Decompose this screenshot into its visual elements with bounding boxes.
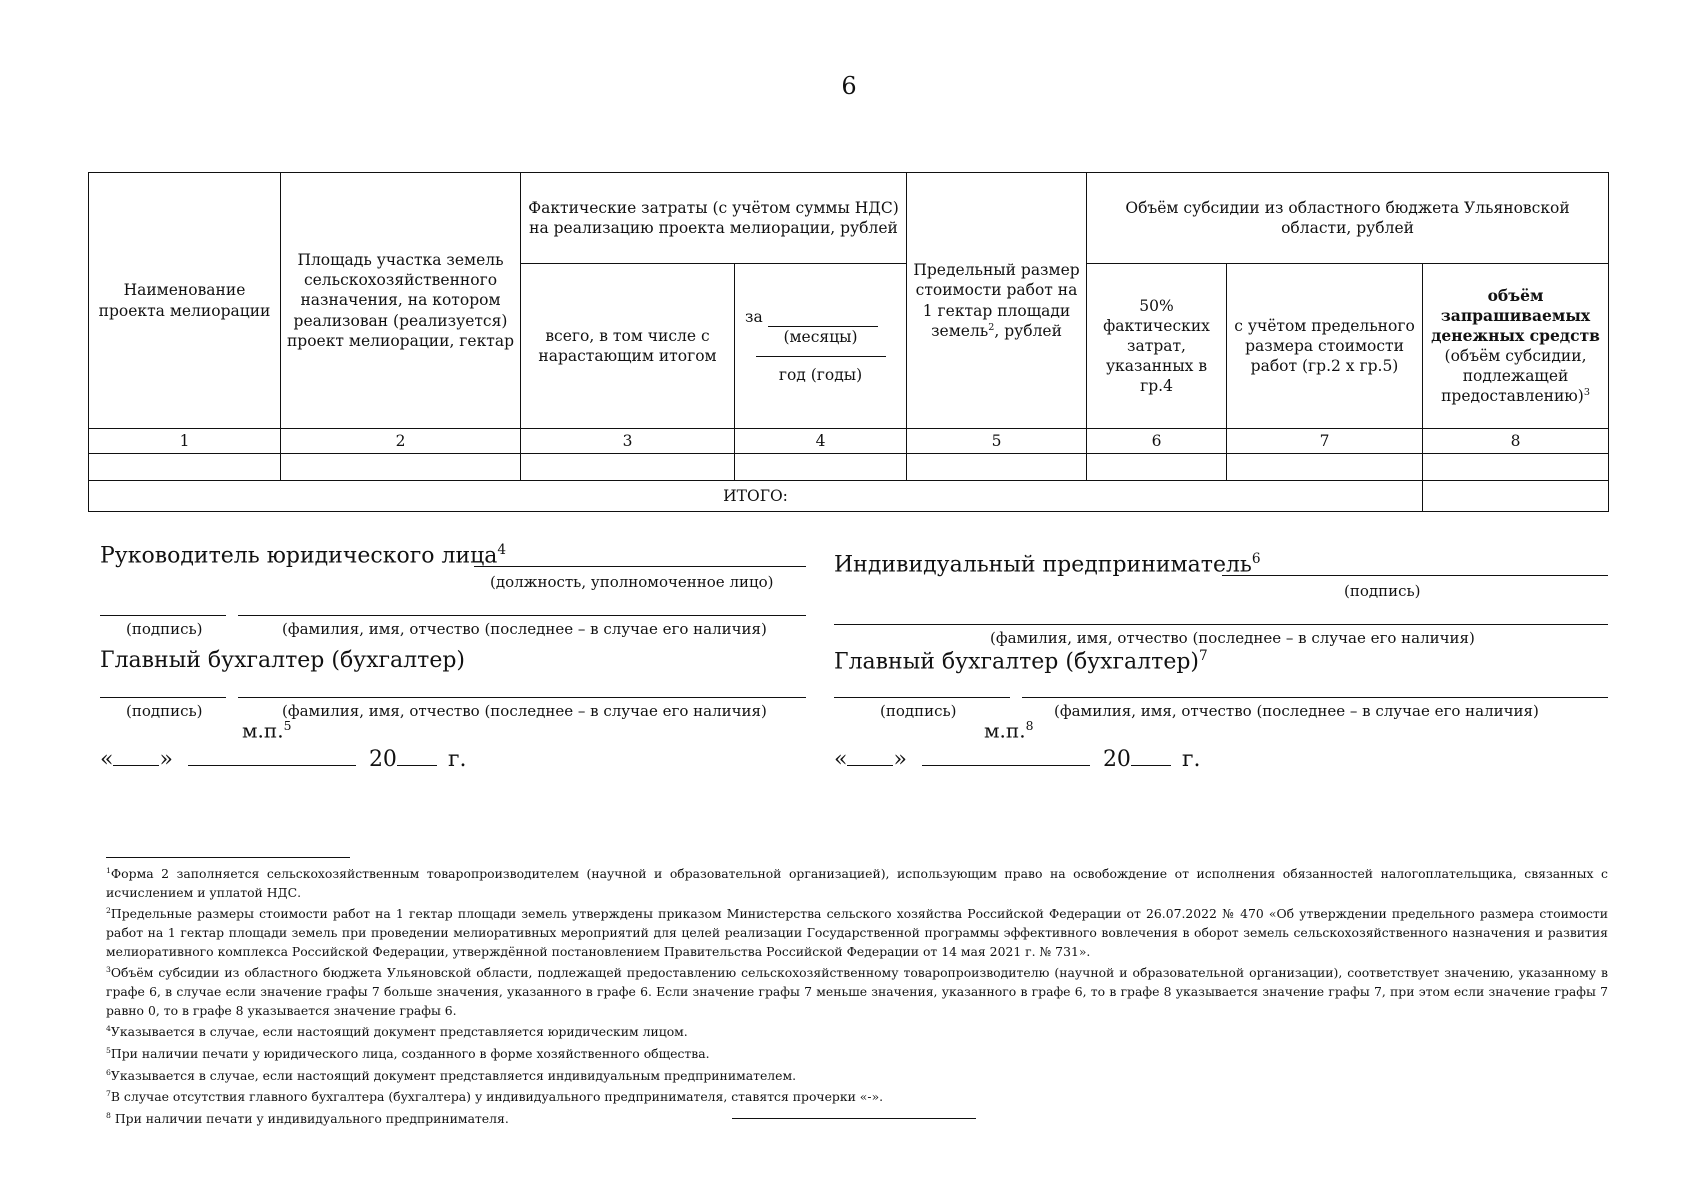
accountant-signature-line[interactable] (834, 697, 1010, 698)
fio-caption: (фамилия, имя, отчество (последнее – в случае его наличия) (1054, 702, 1539, 720)
cell-input[interactable] (89, 454, 281, 481)
position-caption: (должность, уполномоченное лицо) (490, 573, 774, 591)
header-subsidy-volume: Объём субсидии из областного бюджета Ульяновской области, рублей (1087, 173, 1609, 264)
ip-label: Индивидуальный предприниматель$^6$ (834, 551, 1261, 578)
accountant-fio-line[interactable] (238, 697, 806, 698)
column-number: 7 (1227, 429, 1423, 454)
cell-input[interactable] (281, 454, 521, 481)
footnote-item: $^3$Объём субсидии из областного бюджета Ульяновской области, подлежащей предоставлению сельскохозяйственному товаропроизводителю (научной и образовательной организации), соответствует значению, указанному в графе 6, в случае если значение графы 7 больше значения, указанного в графе 6. Если значение графы 7 меньше значения, указанного в графе 6, то в графе 8 указывается значение графы 7, при этом если значение графы 7 равно 0, то в графе 8 указывается значение графы 6. (106, 965, 1608, 1018)
column-number: 2 (281, 429, 521, 454)
signature-caption: (подпись) (126, 620, 203, 638)
cell-input[interactable] (1087, 454, 1227, 481)
stamp-mark: м.п.$^8$ (984, 718, 1034, 743)
header-actual-costs: Фактические затраты (с учётом суммы НДС) на реализацию проекта мелиорации, рублей (521, 173, 907, 264)
footnote-item: $^5$При наличии печати у юридического лица, созданного в форме хозяйственного общества. (106, 1045, 710, 1061)
header-land-area: Площадь участка земель сельскохозяйственного назначения, на котором реализован (реализуется) проект мелиорации, гектар (281, 173, 521, 429)
page-number: 6 (841, 72, 857, 100)
footnote-item: $^2$Предельные размеры стоимости работ на 1 гектар площади земель утверждены приказом Министерства сельского хозяйства Российской Федерации от 26.07.2022 № 470 «Об утверждении предельного размера стоимости работ на 1 гектар площади земель при проведении мелиоративных мероприятий для целей реализации Государственной программы эффективного вовлечения в оборот земель сельскохозяйственного назначения и развития мелиоративного комплекса Российской Федерации, утверждённой постановлением Правительства Российской Федерации от 14 мая 2021 г. № 731». (106, 906, 1608, 959)
header-with-max-cost: с учётом предельного размера стоимости работ (гр.2 х гр.5) (1227, 264, 1423, 429)
footnote-item: $^6$Указывается в случае, если настоящий документ представляется индивидуальным предпринимателем. (106, 1067, 797, 1083)
column-numbers-row (89, 429, 1609, 454)
column-number: 4 (735, 429, 907, 454)
column-number: 3 (521, 429, 735, 454)
head-fio-line[interactable] (238, 615, 806, 616)
accountant-label: Главный бухгалтер (бухгалтер)$^7$ (834, 648, 1208, 675)
header-period-costs: за (месяцы) год (годы) (735, 264, 907, 429)
column-number: 1 (89, 429, 281, 454)
accountant-label: Главный бухгалтер (бухгалтер) (100, 648, 466, 673)
accountant-fio-line[interactable] (1022, 697, 1608, 698)
fio-caption: (фамилия, имя, отчество (последнее – в случае его наличия) (282, 702, 767, 720)
footnote-item: $^4$Указывается в случае, если настоящий документ представляется юридическим лицом. (106, 1024, 688, 1040)
end-separator (732, 1118, 976, 1119)
total-label: ИТОГО: (89, 481, 1423, 512)
date-field: « » 20 г. (100, 747, 467, 772)
head-label: Руководитель юридического лица$^4$ (100, 542, 507, 569)
footnote-item: $^7$В случае отсутствия главного бухгалтера (бухгалтера) у индивидуального предпринимателя, ставятся прочерки «-». (106, 1089, 884, 1105)
signature-caption: (подпись) (126, 702, 203, 720)
footnotes (106, 862, 1608, 1129)
total-row (89, 481, 1609, 512)
header-fifty-percent: 50% фактических затрат, указанных в гр.4 (1087, 264, 1227, 429)
signature-caption: (подпись) (880, 702, 957, 720)
cell-input[interactable] (1423, 454, 1609, 481)
subsidy-table (88, 172, 1609, 512)
cell-input[interactable] (907, 454, 1087, 481)
total-value-cell[interactable] (1423, 481, 1609, 512)
header-max-cost: Предельный размер стоимости работ на 1 гектар площади земель$^2$, рублей (907, 173, 1087, 429)
signature-caption: (подпись) (1344, 582, 1421, 600)
cell-input[interactable] (521, 454, 735, 481)
column-number: 8 (1423, 429, 1609, 454)
footnote-separator (106, 857, 350, 858)
cell-input[interactable] (1227, 454, 1423, 481)
accountant-signature-line[interactable] (100, 697, 226, 698)
header-total-costs: всего, в том числе с нарастающим итогом (521, 264, 735, 429)
period-blank-line (768, 312, 878, 327)
column-number: 6 (1087, 429, 1227, 454)
fio-caption: (фамилия, имя, отчество (последнее – в случае его наличия) (282, 620, 767, 638)
ip-fio-line[interactable] (834, 624, 1608, 625)
footnote-item: $^1$Форма 2 заполняется сельскохозяйственным товаропроизводителем (научной и образовательной организацией), использующим право на освобождение от исполнения обязанностей налогоплательщика, связанных с исчислением и уплатой НДС. (106, 866, 1608, 900)
footnote-item: $^8$ При наличии печати у индивидуального предпринимателя. (106, 1111, 509, 1127)
header-requested-funds: объём запрашиваемых денежных средств (объём субсидии, подлежащей предоставлению)$^3$ (1423, 264, 1609, 429)
date-field: « » 20 г. (834, 747, 1201, 772)
stamp-mark: м.п.$^5$ (242, 718, 292, 743)
ip-signature-line[interactable] (1222, 575, 1608, 576)
head-signature-line[interactable] (100, 615, 226, 616)
header-project-name: Наименование проекта мелиорации (89, 173, 281, 429)
position-line[interactable] (474, 566, 806, 567)
cell-input[interactable] (735, 454, 907, 481)
column-number: 5 (907, 429, 1087, 454)
fio-caption: (фамилия, имя, отчество (последнее – в случае его наличия) (990, 629, 1475, 647)
table-row (89, 454, 1609, 481)
